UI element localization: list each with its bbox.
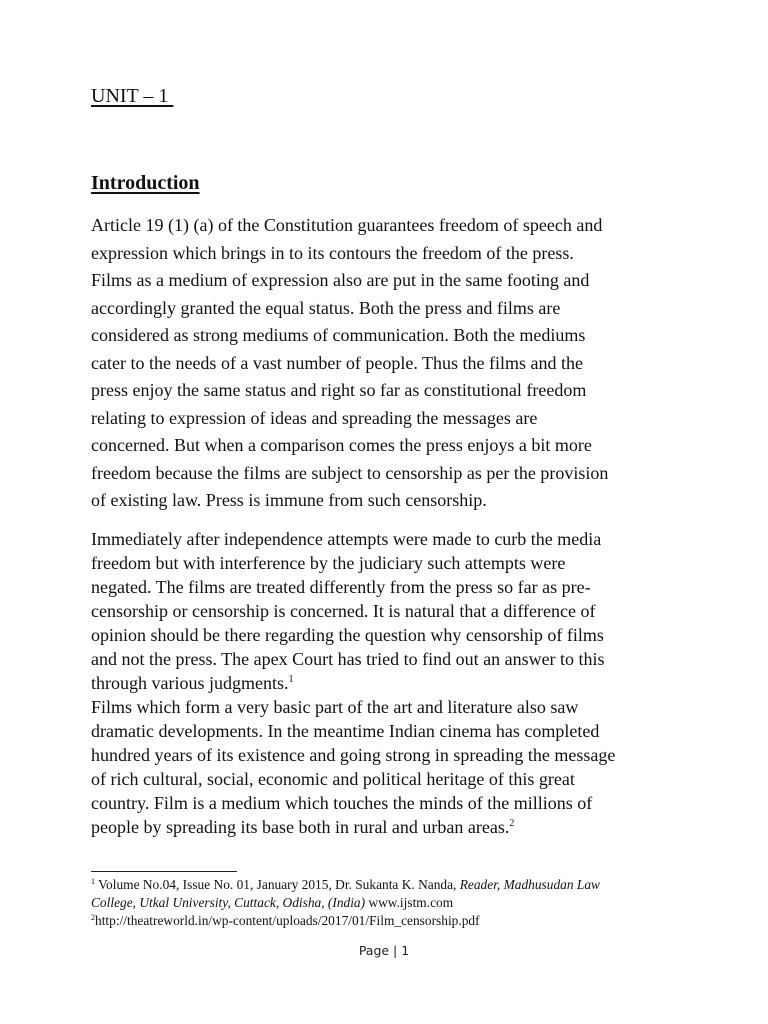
footnote-1-italic: Reader, Madhusudan Law: [459, 877, 600, 892]
paragraph-1: [91, 212, 681, 515]
paragraph-line: dramatic developments. In the meantime Indian cinema has completed: [91, 721, 600, 741]
footnote-2-marker: 2: [91, 913, 95, 922]
footnote-1-italic: College, Utkal University, Cuttack, Odisha, (India): [91, 895, 366, 910]
paragraph-line: accordingly granted the equal status. Both the press and films are: [91, 297, 561, 318]
section-heading: Introduction: [91, 172, 200, 194]
paragraph-3: [91, 695, 681, 839]
footnote-ref-2[interactable]: 2: [509, 818, 515, 829]
paragraph-line: concerned. But when a comparison comes the press enjoys a bit more: [91, 435, 592, 455]
paragraph-line: opinion should be there regarding the question why censorship of films: [91, 625, 604, 645]
paragraph-line: considered as strong mediums of communication. Both the mediums: [91, 325, 586, 345]
paragraph-line: press enjoy the same status and right so far as constitutional freedom: [91, 380, 587, 400]
footnote-1-link[interactable]: www.ijstm.com: [365, 895, 454, 910]
footnote-1-marker: 1: [91, 877, 95, 886]
unit-heading: UNIT – 1: [91, 85, 174, 107]
paragraph-line: censorship or censorship is concerned. It is natural that a difference of: [91, 601, 596, 621]
paragraph-line: Article 19 (1) (a) of the Constitution guarantees freedom of speech and: [91, 215, 603, 235]
paragraph-line-with-footnote: [91, 815, 681, 839]
footnote-1-line-2: [91, 894, 691, 912]
paragraph-line: expression which brings in to its contours the freedom of the press.: [91, 242, 574, 263]
paragraph-line: of existing law. Press is immune from such censorship.: [91, 490, 487, 510]
paragraph-line-text: people by spreading its base both in rural and urban areas.: [91, 817, 510, 837]
paragraph-line: Films which form a very basic part of the art and literature also saw: [91, 697, 579, 717]
paragraph-line: Films as a medium of expression also are put in the same footing and: [91, 270, 590, 290]
paragraph-line: Immediately after independence attempts were made to curb the media: [91, 529, 602, 549]
paragraph-line: freedom but with interference by the judiciary such attempts were: [91, 553, 566, 573]
paragraph-line: country. Film is a medium which touches the minds of the millions of: [91, 793, 593, 813]
footnote-2: [91, 912, 691, 930]
page-number: Page | 1: [358, 943, 410, 958]
footnote-separator: [91, 871, 237, 872]
paragraph-line-with-footnote: [91, 671, 681, 695]
paragraph-line-text: through various judgments.: [91, 673, 289, 693]
footnote-ref-1[interactable]: 1: [288, 674, 294, 685]
footnotes: [91, 876, 691, 930]
paragraph-line: hundred years of its existence and going strong in spreading the message: [91, 745, 616, 765]
footnote-1-line-1: [91, 876, 691, 894]
paragraph-line: relating to expression of ideas and spreading the messages are: [91, 407, 538, 428]
paragraph-line: freedom because the films are subject to censorship as per the provision: [91, 462, 609, 483]
footnote-1-text: Volume No.04, Issue No. 01, January 2015, Dr. Sukanta K. Nanda,: [95, 877, 460, 892]
paragraph-line: negated. The films are treated differently from the press so far as pre-: [91, 577, 591, 597]
paragraph-line: cater to the needs of a vast number of people. Thus the films and the: [91, 352, 584, 373]
paragraph-line: and not the press. The apex Court has tried to find out an answer to this: [91, 649, 605, 669]
paragraph-2: [91, 527, 681, 695]
paragraph-line: of rich cultural, social, economic and political heritage of this great: [91, 769, 575, 789]
footnote-2-link[interactable]: http://theatreworld.in/wp-content/uploads/2017/01/Film_censorship.pdf: [95, 913, 480, 928]
